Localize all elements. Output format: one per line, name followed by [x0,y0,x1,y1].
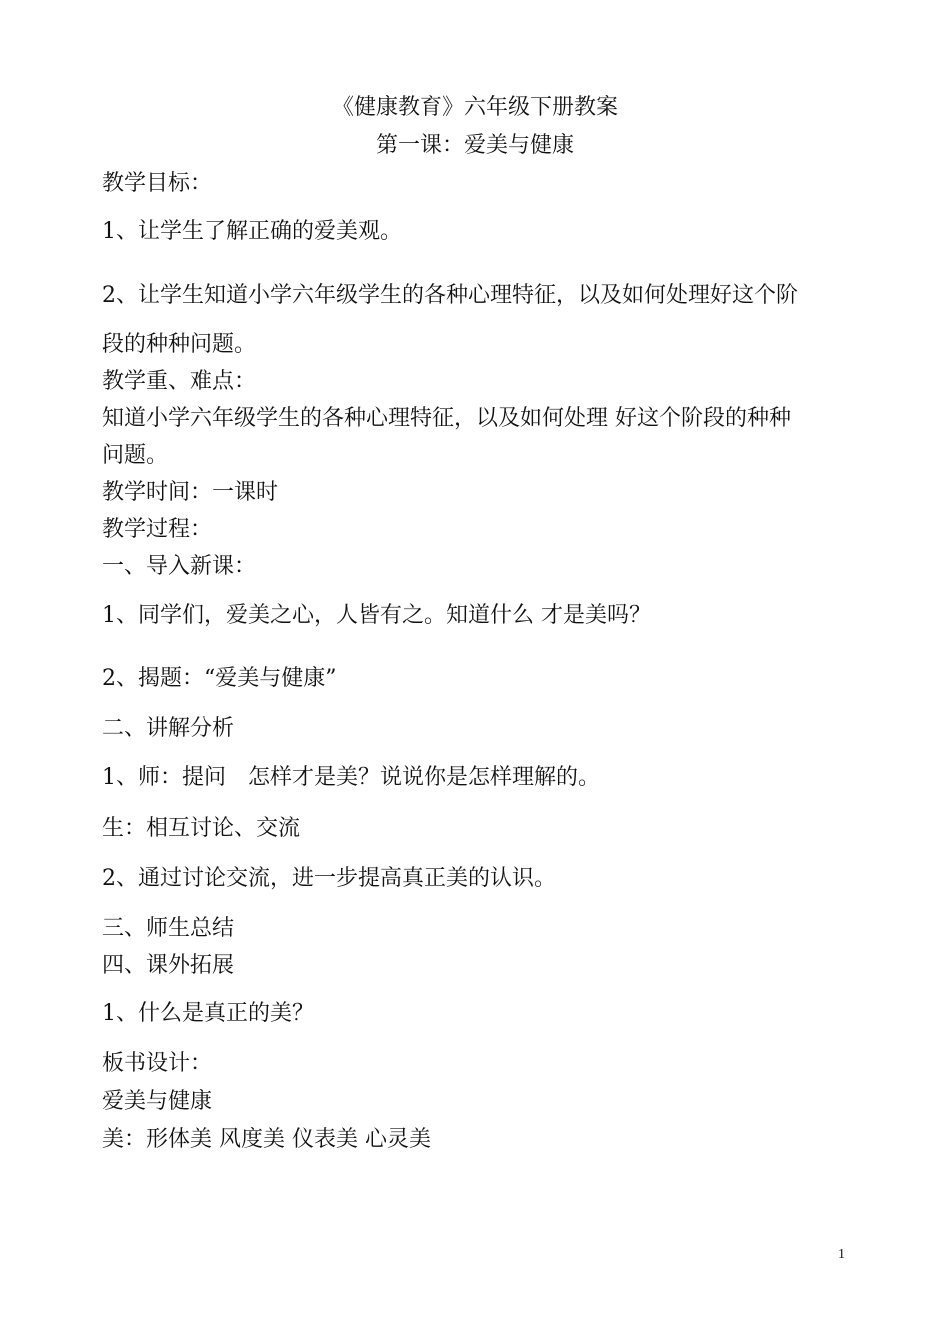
section-heading-process: 教学过程： [102,517,213,542]
objective-item: 1、让学生了解正确的爱美观。 [102,219,402,244]
step-item: 2、揭题：“爱美与健康” [102,666,337,691]
page-number: 1 [838,1247,845,1262]
section-heading-key-points: 教学重、难点： [102,369,257,394]
step-heading-intro: 一、导入新课： [102,554,257,579]
step-heading-analysis: 二、讲解分析 [102,716,235,741]
step-item: 生：相互讨论、交流 [102,816,301,841]
step-item: 1、师：提问 怎样才是美？说说你是怎样理解的。 [102,765,600,790]
section-heading-time: 教学时间：一课时 [102,480,279,505]
objective-item-continued: 段的种种问题。 [102,332,257,357]
step-heading-extension: 四、课外拓展 [102,953,235,978]
lesson-subtitle: 第一课：爱美与健康 [375,133,574,158]
section-heading-objectives: 教学目标： [102,171,213,196]
board-content: 美：形体美 风度美 仪表美 心灵美 [102,1127,431,1152]
objective-item: 2、让学生知道小学六年级学生的各种心理特征，以及如何处理好这个阶 [102,283,798,308]
document-title: 《健康教育》六年级下册教案 [331,95,618,120]
board-title: 爱美与健康 [102,1089,213,1114]
step-item: 1、同学们，爱美之心，人皆有之。知道什么 才是美吗？ [102,603,651,628]
step-item: 1、什么是真正的美？ [102,1001,314,1026]
key-points-text-continued: 问题。 [102,443,169,468]
section-heading-board: 板书设计： [102,1051,213,1076]
key-points-text: 知道小学六年级学生的各种心理特征，以及如何处理 好这个阶段的种种 [102,406,791,431]
step-item: 2、通过讨论交流，进一步提高真正美的认识。 [102,866,556,891]
step-heading-summary: 三、师生总结 [102,916,235,941]
